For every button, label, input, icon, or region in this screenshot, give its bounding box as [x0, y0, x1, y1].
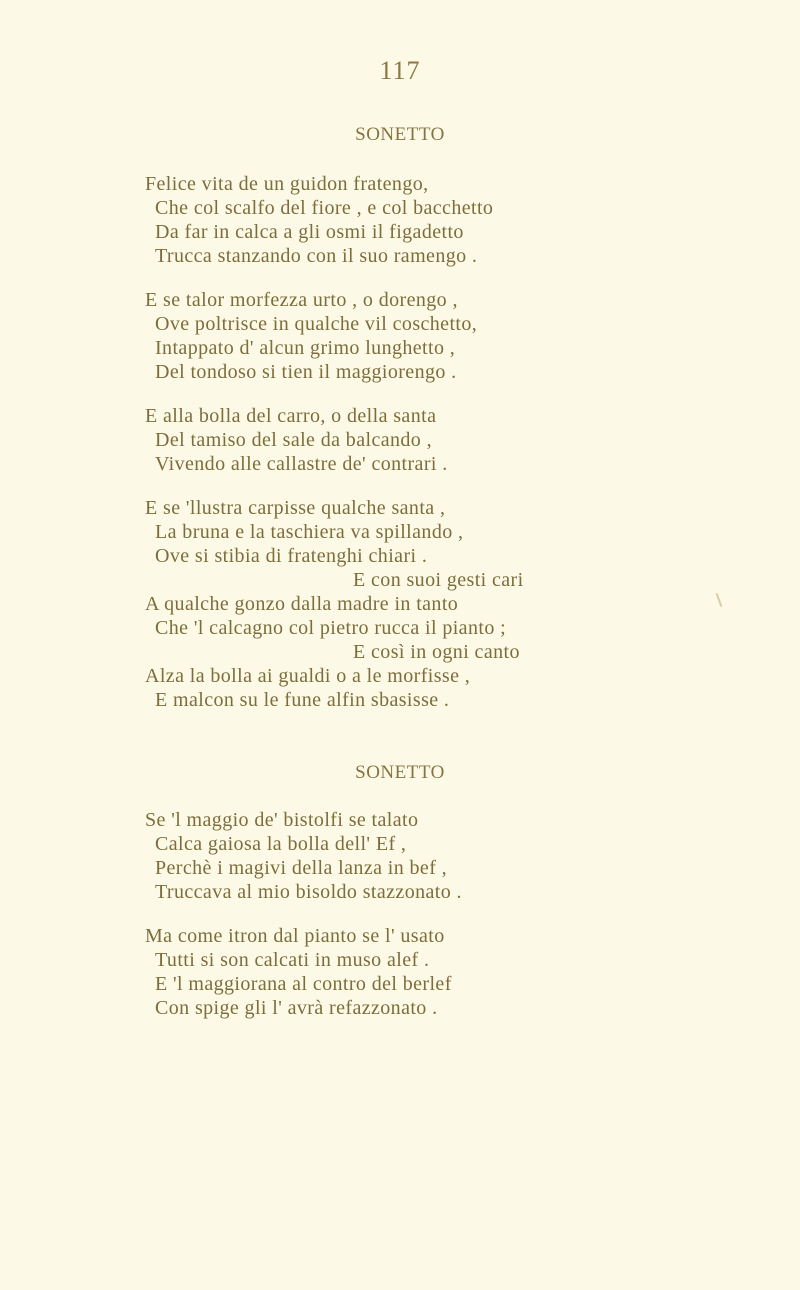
poem-line: Ove si stibia di fratenghi chiari . [155, 545, 428, 567]
poem-line: Del tondoso si tien il maggiorengo . [155, 361, 457, 383]
poem-line: A qualche gonzo dalla madre in tanto [145, 593, 459, 615]
poem-line: Vivendo alle callastre de' contrari . [155, 453, 448, 475]
poem-line: Truccava al mio bisoldo stazzonato . [155, 881, 462, 903]
poem-line: Se 'l maggio de' bistolfi se talato [145, 809, 419, 831]
poem-line: Che col scalfo del fiore , e col bacchetto [155, 197, 494, 219]
poem-line: E con suoi gesti cari [353, 569, 524, 591]
poem-line: Ma come itron dal pianto se l' usato [145, 925, 445, 947]
poem-line: E 'l maggiorana al contro del berlef [155, 973, 452, 995]
poem-line: Del tamiso del sale da balcando , [155, 429, 432, 451]
margin-mark [716, 593, 723, 607]
sonnet-2-title: SONETTO [355, 762, 445, 783]
poem-line: Ove poltrisce in qualche vil coschetto, [155, 313, 478, 335]
poem-line: E malcon su le fune alfin sbasisse . [155, 689, 450, 711]
poem-line: E così in ogni canto [353, 641, 520, 663]
poem-line: E se talor morfezza urto , o dorengo , [145, 289, 458, 311]
sonnet-1-title: SONETTO [355, 124, 445, 145]
poem-line: Con spige gli l' avrà refazzonato . [155, 997, 438, 1019]
poem-line: Da far in calca a gli osmi il figadetto [155, 221, 464, 243]
poem-line: E alla bolla del carro, o della santa [145, 405, 437, 427]
poem-line: Che 'l calcagno col pietro rucca il pianto ; [155, 617, 507, 639]
page-number: 117 [379, 56, 421, 85]
poem-line: La bruna e la taschiera va spillando , [155, 521, 464, 543]
poem-line: Tutti si son calcati in muso alef . [155, 949, 430, 971]
poem-line: Intappato d' alcun grimo lunghetto , [155, 337, 456, 359]
poem-line: Felice vita de un guidon fratengo, [145, 173, 429, 195]
poem-line: E se 'llustra carpisse qualche santa , [145, 497, 446, 519]
poem-line: Calca gaiosa la bolla dell' Ef , [155, 833, 407, 855]
poem-line: Perchè i magivi della lanza in bef , [155, 857, 448, 879]
poem-line: Trucca stanzando con il suo ramengo . [155, 245, 478, 267]
poem-line: Alza la bolla ai gualdi o a le morfisse , [145, 665, 471, 687]
